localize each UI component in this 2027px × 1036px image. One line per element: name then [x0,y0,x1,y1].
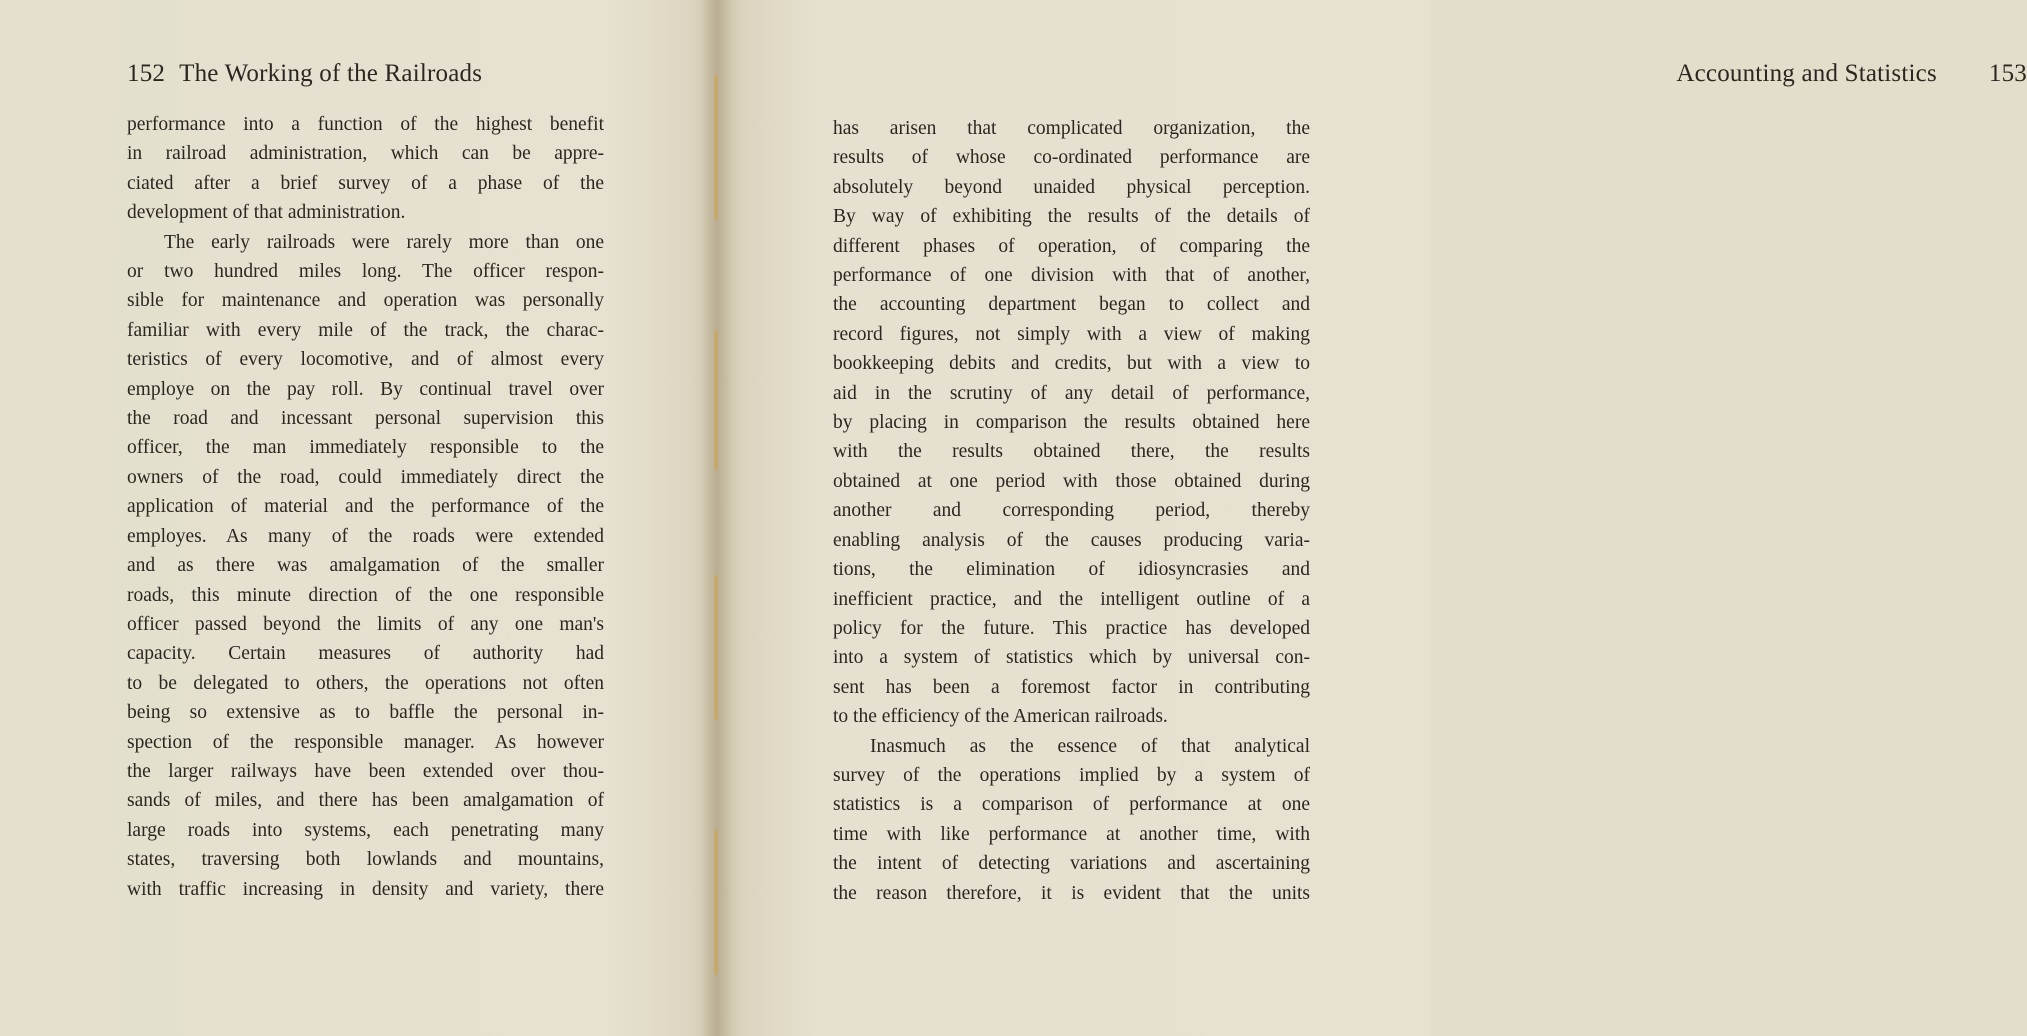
text-line: with the results obtained there, the results [833,441,1310,463]
text-line: has arisen that complicated organization, the [833,118,1310,139]
text-line: statistics is a comparison of performance at one [833,794,1310,816]
text-line: by placing in comparison the results obtained here [833,412,1310,434]
text-line: sent has been a foremost factor in contributing [833,676,1310,698]
text-line: bookkeeping debits and credits, but with a view to [833,353,1310,375]
text-line: results of whose co-ordinated performance are [833,147,1310,169]
text-line: into a system of statistics which by universal con- [833,647,1310,669]
text-line: The early railroads were rarely more than one [164,231,604,253]
text-line: employe on the pay roll. By continual travel over [127,378,604,400]
binding-stitch [714,75,718,220]
text-line: different phases of operation, of comparing the [833,235,1310,257]
left-page-number: 152 [127,60,166,87]
text-line: in railroad administration, which can be appre- [127,143,604,165]
text-line: another and corresponding period, thereby [833,500,1310,522]
text-line: time with like performance at another time, with [833,823,1310,845]
right-running-head-title: Accounting and Statistics [1676,60,1937,87]
text-line: the reason therefore, it is evident that the units [833,882,1310,904]
text-line: sands of miles, and there has been amalgamation of [127,790,604,812]
text-line: sible for maintenance and operation was personally [127,290,604,312]
binding-stitch [714,830,718,975]
text-line: being so extensive as to baffle the personal in- [127,702,604,724]
text-line: record figures, not simply with a view of making [833,323,1310,345]
binding-stitch [714,575,718,720]
text-line: Inasmuch as the essence of that analytical [870,735,1310,757]
right-page-number: 153 [1988,60,2027,87]
text-line: the accounting department began to collect and [833,294,1310,316]
text-line: By way of exhibiting the results of the details of [833,206,1310,228]
text-line: or two hundred miles long. The officer respon- [127,261,604,283]
text-line: owners of the road, could immediately direct the [127,466,604,488]
left-running-head-title: The Working of the Railroads [179,60,483,87]
text-line: application of material and the performance of the [127,496,604,518]
text-line: capacity. Certain measures of authority had [127,643,604,665]
text-line: ciated after a brief survey of a phase of the [127,172,604,194]
text-line: spection of the responsible manager. As however [127,731,604,753]
text-line: employes. As many of the roads were extended [127,525,604,547]
text-line: with traffic increasing in density and variety, there [127,878,604,900]
text-line: the larger railways have been extended over thou- [127,760,604,782]
text-line: the road and incessant personal supervision this [127,408,604,430]
text-line: teristics of every locomotive, and of almost every [127,349,604,371]
text-line: aid in the scrutiny of any detail of performance, [833,382,1310,404]
text-line: officer, the man immediately responsible to the [127,437,604,459]
text-line: officer passed beyond the limits of any one man's [127,613,604,635]
text-line: and as there was amalgamation of the smaller [127,555,604,577]
text-line: states, traversing both lowlands and mountains, [127,849,604,871]
right-running-head [716,60,2027,94]
right-page-body [833,114,1310,908]
binding-stitch [714,330,718,470]
text-line: familiar with every mile of the track, the charac- [127,319,604,341]
left-page [0,0,716,1036]
text-line: the intent of detecting variations and ascertaining [833,853,1310,875]
text-line: inefficient practice, and the intelligent outline of a [833,588,1310,610]
left-running-head [127,60,482,94]
text-line: enabling analysis of the causes producing varia- [833,529,1310,551]
text-line: to be delegated to others, the operations not often [127,672,604,694]
text-line: performance of one division with that of another, [833,265,1310,287]
text-line: roads, this minute direction of the one responsible [127,584,604,606]
text-line: tions, the elimination of idiosyncrasies and [833,559,1310,581]
text-line: large roads into systems, each penetrating many [127,819,604,841]
text-line: obtained at one period with those obtained during [833,470,1310,492]
text-line: performance into a function of the highest benefit [127,114,604,135]
text-line: absolutely beyond unaided physical perception. [833,176,1310,198]
text-line: to the efficiency of the American railroads. [833,706,1168,728]
text-line: policy for the future. This practice has developed [833,617,1310,639]
text-line: survey of the operations implied by a system of [833,764,1310,786]
text-line: development of that administration. [127,202,406,224]
left-page-body [127,110,604,904]
